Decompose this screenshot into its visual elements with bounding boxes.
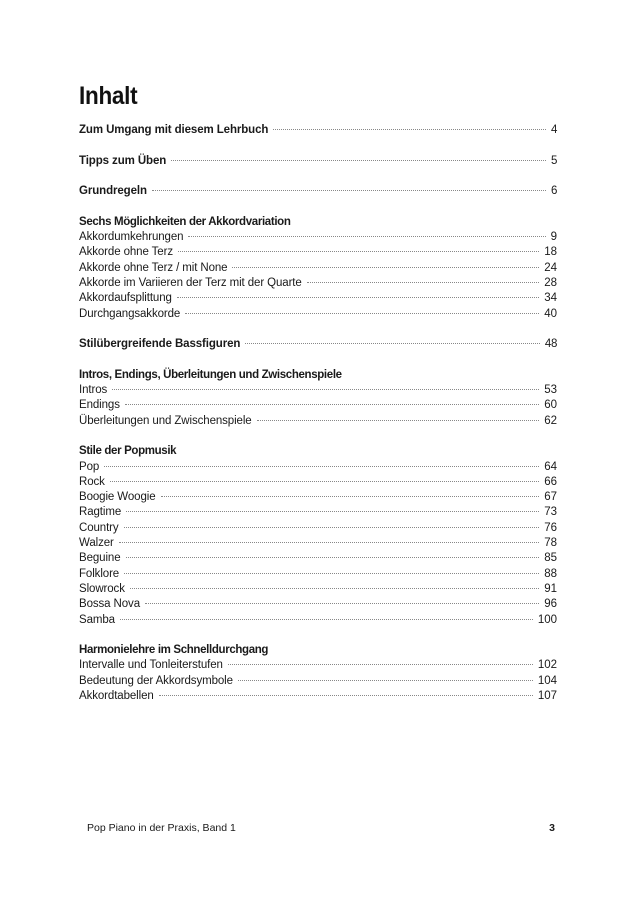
entry-page-number: 5: [550, 154, 557, 167]
entry-page-number: 76: [544, 521, 557, 534]
entry-label: Durchgangsakkorde: [79, 307, 181, 320]
dot-leader: [120, 619, 533, 620]
entry-label: Intervalle und Tonleiterstufen: [79, 659, 223, 672]
toc-entry[interactable]: [79, 337, 557, 352]
toc-entry[interactable]: [79, 521, 557, 536]
toc-entry[interactable]: [79, 505, 557, 520]
toc-entry[interactable]: [79, 230, 557, 245]
entry-label: Akkorde ohne Terz: [79, 246, 173, 259]
dot-leader: [245, 343, 540, 344]
entry-label: Country: [79, 521, 119, 534]
dot-leader: [238, 680, 533, 681]
toc-entry[interactable]: [79, 261, 557, 276]
entry-page-number: 107: [537, 689, 557, 702]
page-footer: [87, 822, 555, 834]
entry-page-number: 78: [544, 537, 557, 550]
footer-book-title: Pop Piano in der Praxis, Band 1: [87, 822, 236, 834]
dot-leader: [273, 129, 546, 130]
entry-page-number: 9: [550, 231, 557, 244]
section-heading: Sechs Möglichkeiten der Akkordvariation: [79, 215, 291, 228]
section-heading: Harmonielehre im Schnelldurchgang: [79, 644, 269, 657]
dot-leader: [126, 511, 539, 512]
entry-label: Folklore: [79, 567, 120, 580]
dot-leader: [124, 527, 540, 528]
entry-page-number: 73: [544, 506, 557, 519]
dot-leader: [112, 389, 539, 390]
dot-leader: [126, 557, 540, 558]
entry-page-number: 4: [550, 124, 557, 136]
dot-leader: [177, 297, 539, 298]
toc-section: [79, 154, 557, 169]
toc-entry[interactable]: [79, 689, 557, 704]
toc-entry[interactable]: [79, 276, 557, 291]
section-heading: Intros, Endings, Überleitungen und Zwischenspiele: [79, 368, 342, 381]
entry-label: Akkorde ohne Terz / mit None: [79, 261, 228, 274]
dot-leader: [159, 695, 533, 696]
entry-label: Bossa Nova: [79, 598, 141, 611]
entry-page-number: 64: [544, 460, 557, 473]
entry-label: Walzer: [79, 537, 114, 550]
entry-label: Rock: [79, 475, 105, 488]
toc-entry[interactable]: [79, 551, 557, 566]
dot-leader: [257, 420, 540, 421]
dot-leader: [232, 267, 539, 268]
entry-label: Tipps zum Üben: [79, 154, 167, 167]
toc-entry[interactable]: [79, 245, 557, 260]
entry-page-number: 60: [544, 399, 557, 412]
toc-section: [79, 368, 557, 429]
entry-page-number: 62: [544, 414, 557, 427]
entry-page-number: 66: [544, 475, 557, 488]
toc-entry[interactable]: [79, 383, 557, 398]
entry-label: Ragtime: [79, 506, 122, 519]
toc-section: [79, 123, 557, 138]
dot-leader: [145, 603, 539, 604]
entry-label: Samba: [79, 613, 115, 626]
toc-entry[interactable]: [79, 536, 557, 551]
entry-label: Stilübergreifende Bassfiguren: [79, 338, 241, 351]
entry-label: Akkordumkehrungen: [79, 231, 184, 244]
toc-entry[interactable]: [79, 475, 557, 490]
dot-leader: [130, 588, 539, 589]
entry-label: Akkordaufsplittung: [79, 292, 172, 305]
toc-entry[interactable]: [79, 597, 557, 612]
entry-label: Zum Umgang mit diesem Lehrbuch: [79, 124, 269, 136]
toc-entry[interactable]: [79, 674, 557, 689]
entry-label: Slowrock: [79, 582, 125, 595]
toc-entry[interactable]: [79, 658, 557, 673]
entry-page-number: 34: [544, 292, 557, 305]
dot-leader: [124, 573, 539, 574]
toc-section: [79, 337, 557, 352]
entry-page-number: 48: [544, 338, 557, 351]
entry-label: Bedeutung der Akkordsymbole: [79, 674, 233, 687]
entry-label: Grundregeln: [79, 185, 147, 198]
footer-page-number: 3: [549, 822, 555, 834]
toc-entry[interactable]: [79, 184, 557, 199]
dot-leader: [110, 481, 539, 482]
dot-leader: [125, 404, 539, 405]
entry-page-number: 24: [544, 261, 557, 274]
dot-leader: [161, 496, 540, 497]
toc-entry[interactable]: [79, 460, 557, 475]
toc-entry[interactable]: [79, 567, 557, 582]
entry-label: Pop: [79, 460, 100, 473]
dot-leader: [152, 190, 546, 191]
toc-entry[interactable]: [79, 123, 557, 138]
entry-page-number: 40: [544, 307, 557, 320]
entry-page-number: 18: [544, 246, 557, 259]
toc-entry[interactable]: [79, 307, 557, 322]
toc-section: [79, 643, 557, 704]
entry-page-number: 96: [544, 598, 557, 611]
entry-label: Akkordtabellen: [79, 689, 154, 702]
dot-leader: [228, 664, 533, 665]
entry-page-number: 88: [544, 567, 557, 580]
dot-leader: [188, 236, 545, 237]
toc-entry[interactable]: [79, 613, 557, 628]
toc-entry[interactable]: [79, 414, 557, 429]
dot-leader: [119, 542, 539, 543]
entry-page-number: 6: [550, 185, 557, 198]
dot-leader: [307, 282, 540, 283]
toc-section: [79, 444, 557, 628]
dot-leader: [178, 251, 539, 252]
entry-page-number: 28: [544, 276, 557, 289]
entry-label: Überleitungen und Zwischenspiele: [79, 414, 252, 427]
entry-label: Boogie Woogie: [79, 491, 156, 504]
entry-page-number: 53: [544, 384, 557, 397]
toc-entry[interactable]: [79, 582, 557, 597]
toc-entry[interactable]: [79, 154, 557, 169]
dot-leader: [104, 466, 539, 467]
entry-label: Endings: [79, 399, 120, 412]
toc-section: [79, 215, 557, 322]
dot-leader: [171, 160, 546, 161]
entry-label: Akkorde im Variieren der Terz mit der Quarte: [79, 276, 302, 289]
section-heading: Stile der Popmusik: [79, 445, 177, 458]
page-title: Inhalt: [79, 82, 138, 110]
entry-page-number: 85: [544, 552, 557, 565]
table-of-contents: [79, 123, 557, 720]
entry-page-number: 91: [544, 582, 557, 595]
entry-page-number: 67: [544, 491, 557, 504]
entry-label: Intros: [79, 384, 108, 397]
dot-leader: [185, 313, 539, 314]
toc-entry[interactable]: [79, 398, 557, 413]
entry-page-number: 104: [537, 674, 557, 687]
entry-label: Beguine: [79, 552, 121, 565]
toc-entry[interactable]: [79, 490, 557, 505]
entry-page-number: 102: [537, 659, 557, 672]
toc-section: [79, 184, 557, 199]
toc-entry[interactable]: [79, 291, 557, 306]
entry-page-number: 100: [537, 613, 557, 626]
